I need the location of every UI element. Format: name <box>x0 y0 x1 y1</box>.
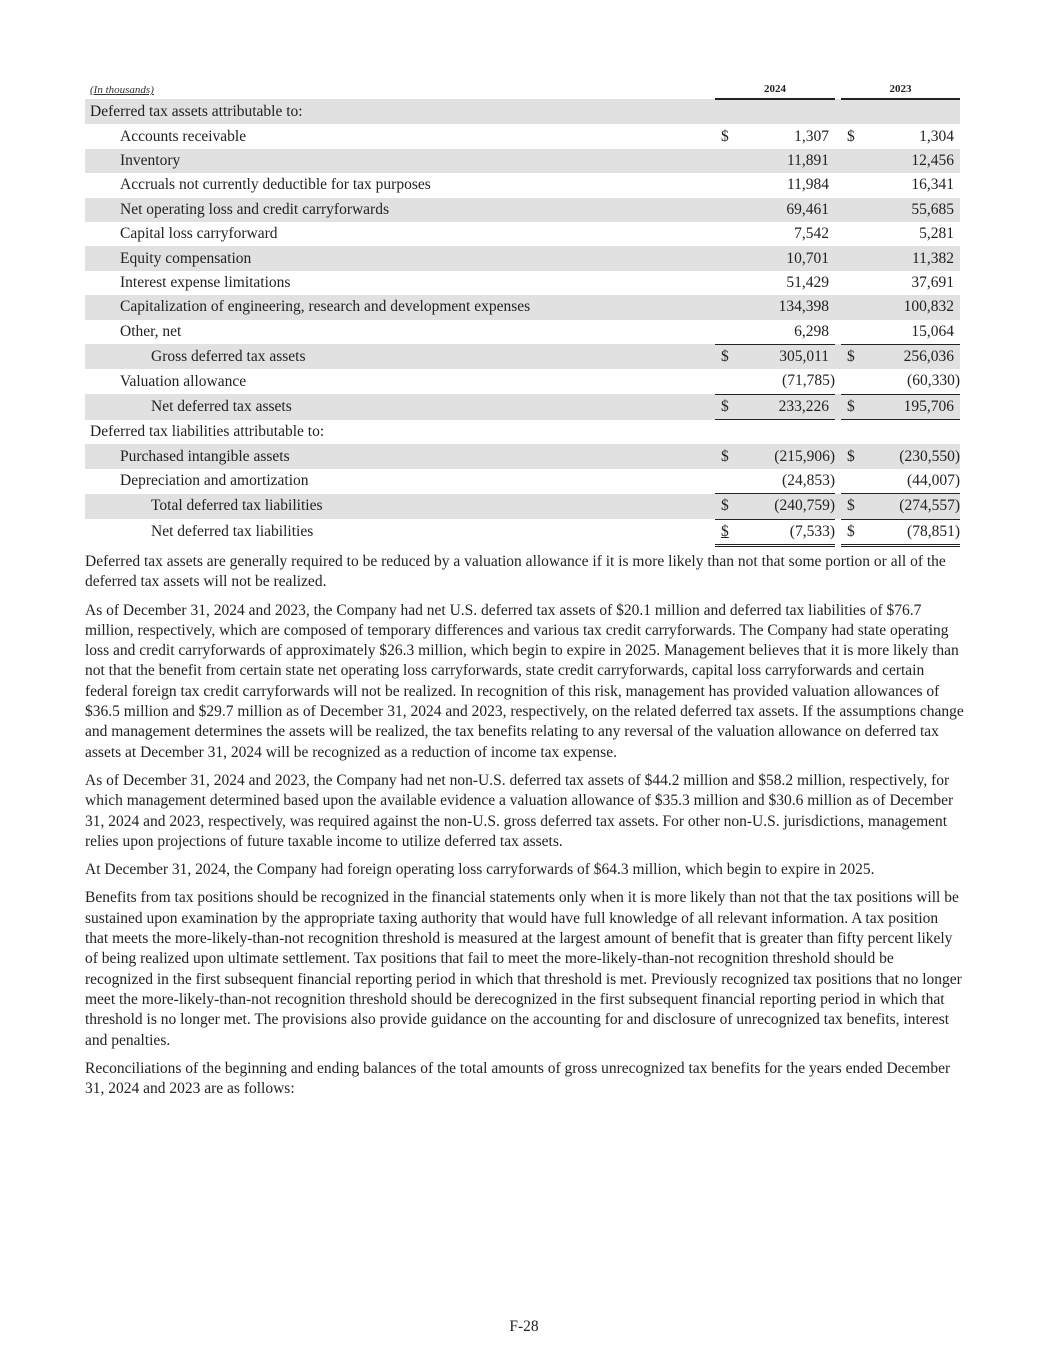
value-2023: (60,330) <box>869 369 960 394</box>
row-label: Valuation allowance <box>120 372 247 390</box>
currency-symbol <box>841 271 869 295</box>
table-row <box>85 444 960 468</box>
table-row-subtotal <box>85 344 960 369</box>
paragraph-foreign-loss-carryforwards: At December 31, 2024, the Company had foreign operating loss carryforwards of $64.3 million, which begin to expire in 2025. <box>85 861 875 879</box>
currency-symbol <box>715 246 745 270</box>
table-row <box>85 149 960 173</box>
value-2023: 100,832 <box>869 295 960 319</box>
value-2024: 51,429 <box>786 273 829 291</box>
table-row <box>85 320 960 345</box>
table-row <box>85 173 960 197</box>
row-label: Net operating loss and credit carryforwards <box>85 198 715 222</box>
row-label: Deferred tax liabilities attributable to: <box>90 423 325 441</box>
paragraph-valuation-allowance-intro: Deferred tax assets are generally required to be reduced by a valuation allowance if it is more likely than not that some portion or all of the deferred tax assets will not be realized. <box>85 553 946 591</box>
value-2023: 195,706 <box>869 394 960 419</box>
table-row-subtotal <box>85 494 960 519</box>
value-2023: 1,304 <box>919 127 954 145</box>
currency-symbol: $ <box>715 344 745 369</box>
currency-symbol: $ <box>841 519 869 545</box>
currency-symbol <box>715 469 745 494</box>
paragraph-reconciliations: Reconciliations of the beginning and ending balances of the total amounts of gross unrecognized tax benefits for the years ended December 31, 2024 and 2023 are as follows: <box>85 1059 951 1098</box>
value-2024: 305,011 <box>745 344 835 369</box>
value-2023: (274,557) <box>869 494 960 519</box>
row-label: Depreciation and amortization <box>120 472 309 490</box>
row-label: Net deferred tax assets <box>85 394 715 419</box>
currency-symbol <box>715 320 745 345</box>
paragraph-non-us-deferred-tax: As of December 31, 2024 and 2023, the Company had net non-U.S. deferred tax assets of $44.2 million and $58.2 million, respectively, for which management determined based upon the available evidence a valuation allowance of $35.3 million and $30.6 million as of December 31, 2024 and 2023, respectively, was required against the non-U.S. gross deferred tax assets. For other non-U.S. jurisdictions, management relies upon projections of future taxable income to utilize deferred tax assets. <box>85 771 954 850</box>
value-2024: (71,785) <box>745 369 835 394</box>
value-2024: 233,226 <box>745 394 835 419</box>
table-row <box>85 246 960 270</box>
currency-symbol: $ <box>847 127 855 145</box>
currency-symbol: $ <box>841 344 869 369</box>
value-2023: (78,851) <box>869 519 960 545</box>
paragraph-tax-positions: Benefits from tax positions should be recognized in the financial statements only when it is more likely than not that the tax positions will be sustained upon examination by the appropriate taxing authority that would have full knowledge of all relevant information. A tax position that meets the more-likely-than-not recognition threshold is measured at the largest amount of benefit that is greater than fifty percent likely of being realized upon ultimate settlement. Tax positions that fail to meet the more-likely-than-not recognition threshold should be recognized in the first subsequent financial reporting period in which that threshold is met. Previously recognized tax positions that no longer meet the more-likely-than-not recognition threshold should be derecognized in the first subsequent financial reporting period in which that threshold is no longer met. The provisions also provide guidance on the accounting for and disclosure of unrecognized tax benefits, interest and penalties. <box>85 889 962 1049</box>
unit-label: (In thousands) <box>90 84 154 96</box>
column-header-2023: 2023 <box>841 80 960 99</box>
row-label: Accounts receivable <box>120 127 247 145</box>
value-2023: 12,456 <box>869 149 960 173</box>
currency-symbol <box>841 295 869 319</box>
column-header-2024: 2024 <box>715 80 835 99</box>
currency-symbol <box>715 295 745 319</box>
value-2023: 11,382 <box>869 246 960 270</box>
deferred-tax-table-section <box>85 80 963 547</box>
value-2024: (7,533) <box>745 519 835 545</box>
deferred-tax-table <box>85 80 960 547</box>
row-label: Accruals not currently deductible for tax purposes <box>120 176 431 194</box>
table-row-section-liabilities <box>85 420 960 445</box>
table-row <box>85 198 960 222</box>
value-2023: 37,691 <box>911 273 954 291</box>
table-row-total <box>85 519 960 545</box>
row-label: Purchased intangible assets <box>85 444 715 468</box>
currency-symbol: $ <box>841 444 869 468</box>
table-row <box>85 124 960 148</box>
value-2024: (24,853) <box>745 469 835 494</box>
currency-symbol: $ <box>715 494 745 519</box>
currency-symbol <box>841 369 869 394</box>
paragraph-us-deferred-tax: As of December 31, 2024 and 2023, the Company had net U.S. deferred tax assets of $20.1 million and deferred tax liabilities of $76.7 million, respectively, which are composed of temporary differences and various tax credit carryforwards. The Company had state operating loss and credit carryforwards of approximately $26.3 million, which begin to expire in 2025. Management believes that it is more likely than not that the benefit from certain state net operating loss carryforwards, state credit carryforwards, capital loss carryforwards and certain federal foreign tax credit carryforwards will not be realized. In recognition of this risk, management has provided valuation allowances of $36.5 million and $29.7 million as of December 31, 2024 and 2023, respectively, on the related deferred tax assets. If the assumptions change and management determines the assets will be realized, the tax benefits relating to any reversal of the valuation allowance on deferred tax assets at December 31, 2024 will be recognized as a reduction of income tax expense. <box>85 601 964 761</box>
table-row <box>85 469 960 494</box>
value-2023: 16,341 <box>911 176 954 194</box>
currency-symbol <box>841 246 869 270</box>
value-2023: (230,550) <box>869 444 960 468</box>
currency-symbol: $ <box>715 519 745 545</box>
currency-symbol <box>715 173 745 197</box>
value-2023: 15,064 <box>869 320 960 345</box>
value-2023: 256,036 <box>869 344 960 369</box>
row-label: Equity compensation <box>85 246 715 270</box>
table-row-section-assets <box>85 99 960 124</box>
value-2024: 11,891 <box>745 149 835 173</box>
table-row <box>85 271 960 295</box>
value-2023: (44,007) <box>869 469 960 494</box>
value-2024: 10,701 <box>745 246 835 270</box>
page-number: F-28 <box>509 1318 539 1335</box>
row-label: Total deferred tax liabilities <box>85 494 715 519</box>
currency-symbol <box>841 173 869 197</box>
value-2023: 5,281 <box>919 225 954 243</box>
row-label: Other, net <box>120 322 182 340</box>
currency-symbol <box>715 222 745 246</box>
value-2024: 69,461 <box>745 198 835 222</box>
currency-symbol <box>841 149 869 173</box>
row-label: Net deferred tax liabilities <box>151 523 314 541</box>
currency-symbol <box>715 198 745 222</box>
value-2024: 1,307 <box>794 127 829 145</box>
value-2024: 7,542 <box>794 225 829 243</box>
row-label: Capital loss carryforward <box>120 225 278 243</box>
currency-symbol <box>841 198 869 222</box>
value-2024: 11,984 <box>786 176 829 194</box>
currency-symbol <box>715 149 745 173</box>
currency-symbol <box>841 222 869 246</box>
currency-symbol <box>715 271 745 295</box>
currency-symbol: $ <box>841 494 869 519</box>
currency-symbol <box>841 469 869 494</box>
body-text <box>85 552 965 1099</box>
table-row <box>85 222 960 246</box>
value-2023: 55,685 <box>869 198 960 222</box>
currency-symbol <box>715 369 745 394</box>
row-label: Inventory <box>85 149 715 173</box>
currency-symbol: $ <box>721 127 729 145</box>
currency-symbol: $ <box>715 394 745 419</box>
row-label: Capitalization of engineering, research and development expenses <box>85 295 715 319</box>
row-label: Gross deferred tax assets <box>85 344 715 369</box>
table-row <box>85 295 960 319</box>
table-row <box>85 369 960 394</box>
table-header-row <box>85 80 960 99</box>
value-2024: (240,759) <box>745 494 835 519</box>
currency-symbol: $ <box>841 394 869 419</box>
value-2024: 134,398 <box>745 295 835 319</box>
currency-symbol: $ <box>715 444 745 468</box>
value-2024: (215,906) <box>745 444 835 468</box>
row-label: Interest expense limitations <box>120 273 291 291</box>
row-label: Deferred tax assets attributable to: <box>85 99 715 124</box>
table-row-subtotal <box>85 394 960 419</box>
currency-symbol <box>841 320 869 345</box>
value-2024: 6,298 <box>745 320 835 345</box>
